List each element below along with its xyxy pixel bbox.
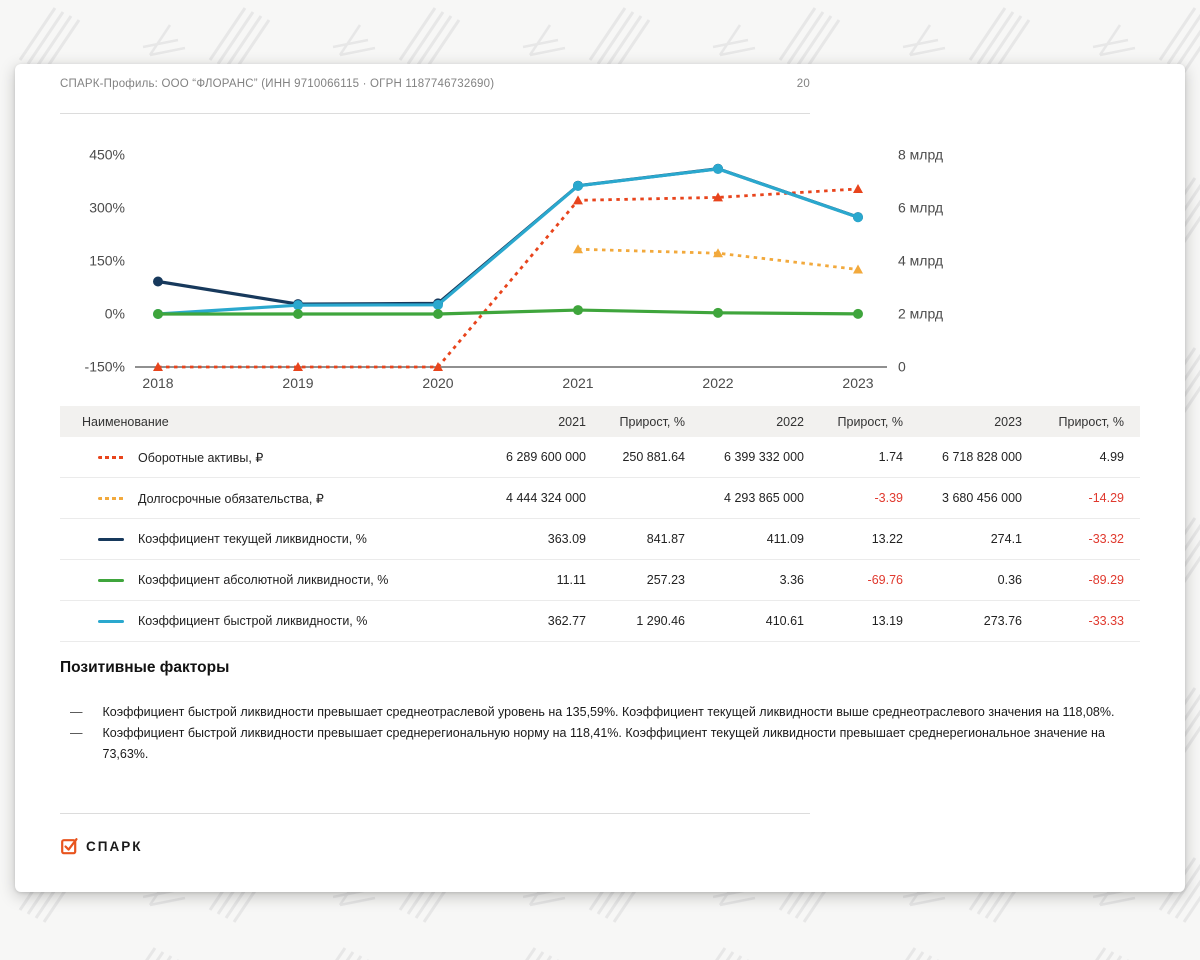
right-axis-tick: 8 млрд (898, 146, 944, 163)
data-point (433, 300, 443, 310)
x-axis-tick: 2019 (282, 375, 314, 391)
left-axis-tick: 150% (89, 252, 125, 269)
series-line-2 (158, 169, 858, 304)
data-point (573, 195, 583, 204)
left-axis-tick: 0% (104, 305, 125, 322)
table-header (60, 406, 1140, 437)
value-cell: 6 399 332 000 (701, 437, 820, 478)
spark-logo-text: СПАРК (86, 838, 143, 854)
data-point (853, 264, 863, 273)
value-cell: -69.76 (820, 560, 919, 601)
legend-swatch (98, 497, 124, 500)
value-cell: -14.29 (1038, 478, 1140, 519)
legend-swatch (98, 620, 124, 623)
report-title: СПАРК-Профиль: ООО “ФЛОРАНС” (ИНН 9710066115 · ОГРН 1187746732690) (60, 78, 495, 90)
positive-factors-heading: Позитивные факторы (60, 659, 230, 676)
series-name-cell (60, 601, 483, 642)
value-cell: 273.76 (919, 601, 1038, 642)
table-row (60, 437, 1140, 478)
value-cell: 410.61 (701, 601, 820, 642)
legend-swatch (98, 579, 124, 582)
spark-check-icon (60, 836, 80, 856)
value-cell: 274.1 (919, 519, 1038, 560)
column-header: Прирост, % (1038, 406, 1140, 437)
value-cell: -89.29 (1038, 560, 1140, 601)
series-line-4 (158, 310, 858, 314)
value-cell: 4.99 (1038, 437, 1140, 478)
legend-swatch (98, 456, 124, 459)
data-point (153, 309, 163, 319)
bullet-dash: — (70, 705, 83, 719)
bullet-dash: — (70, 726, 83, 740)
value-cell (602, 478, 701, 519)
series-line-0 (158, 189, 858, 367)
right-axis-tick: 2 млрд (898, 305, 944, 322)
x-axis-tick: 2020 (422, 375, 454, 391)
right-axis-tick: 6 млрд (898, 199, 944, 216)
data-point (853, 184, 863, 193)
column-header: Прирост, % (602, 406, 701, 437)
liquidity-chart (60, 134, 1140, 396)
table-row (60, 519, 1140, 560)
value-cell: 13.22 (820, 519, 919, 560)
column-header: 2022 (701, 406, 820, 437)
x-axis-tick: 2018 (142, 375, 174, 391)
metrics-table (60, 406, 1140, 642)
value-cell: 3 680 456 000 (919, 478, 1038, 519)
table-row (60, 601, 1140, 642)
data-point (293, 300, 303, 310)
column-header: Наименование (60, 406, 483, 437)
value-cell: 250 881.64 (602, 437, 701, 478)
data-point (293, 309, 303, 319)
right-axis-tick: 0 (898, 358, 906, 375)
value-cell: 3.36 (701, 560, 820, 601)
page-number: 20 (796, 78, 810, 90)
value-cell: 4 293 865 000 (701, 478, 820, 519)
value-cell: 6 289 600 000 (483, 437, 602, 478)
data-point (853, 309, 863, 319)
x-axis-tick: 2021 (562, 375, 594, 391)
series-name-cell (60, 437, 483, 478)
series-name: Коэффициент быстрой ликвидности, % (138, 614, 368, 628)
value-cell: 13.19 (820, 601, 919, 642)
left-axis-tick: 300% (89, 199, 125, 216)
positive-factors-list (60, 702, 1140, 765)
x-axis-tick: 2023 (842, 375, 874, 391)
value-cell: 363.09 (483, 519, 602, 560)
series-name: Коэффициент текущей ликвидности, % (138, 532, 367, 546)
value-cell: 0.36 (919, 560, 1038, 601)
series-name: Оборотные активы, ₽ (138, 450, 264, 465)
data-point (713, 308, 723, 318)
value-cell: 841.87 (602, 519, 701, 560)
value-cell: 11.11 (483, 560, 602, 601)
spark-logo (60, 836, 142, 856)
value-cell: 1 290.46 (602, 601, 701, 642)
factor-item (60, 702, 1140, 723)
value-cell: 6 718 828 000 (919, 437, 1038, 478)
table-row (60, 478, 1140, 519)
value-cell: -33.33 (1038, 601, 1140, 642)
factor-item (60, 723, 1140, 765)
data-point (573, 305, 583, 315)
x-axis-tick: 2022 (702, 375, 734, 391)
table-row (60, 560, 1140, 601)
data-point (153, 276, 163, 286)
data-point (573, 181, 583, 191)
data-point (713, 164, 723, 174)
data-point (433, 309, 443, 319)
value-cell: -3.39 (820, 478, 919, 519)
value-cell: 1.74 (820, 437, 919, 478)
series-name-cell (60, 519, 483, 560)
left-axis-tick: 450% (89, 146, 125, 163)
factor-text: Коэффициент быстрой ликвидности превышает среднерегиональную норму на 118,41%. Коэффициент текущей ликвидности превышает среднерегиональное значение на 73,63%. (102, 726, 1105, 761)
footer-divider (60, 813, 810, 814)
series-name: Долгосрочные обязательства, ₽ (138, 491, 324, 506)
factor-text: Коэффициент быстрой ликвидности превышает среднеотраслевой уровень на 135,59%. Коэффициент текущей ликвидности выше среднеотраслевого значения на 118,08%. (102, 705, 1115, 719)
column-header: Прирост, % (820, 406, 919, 437)
series-line-3 (158, 169, 858, 314)
value-cell: 411.09 (701, 519, 820, 560)
header-divider (60, 113, 810, 114)
table-body (60, 437, 1140, 642)
series-name-cell (60, 560, 483, 601)
page-header (60, 78, 810, 90)
column-header: 2023 (919, 406, 1038, 437)
column-header: 2021 (483, 406, 602, 437)
value-cell: -33.32 (1038, 519, 1140, 560)
right-axis-tick: 4 млрд (898, 252, 944, 269)
value-cell: 257.23 (602, 560, 701, 601)
value-cell: 4 444 324 000 (483, 478, 602, 519)
series-name-cell (60, 478, 483, 519)
data-point (853, 212, 863, 222)
value-cell: 362.77 (483, 601, 602, 642)
left-axis-tick: -150% (84, 358, 125, 375)
series-name: Коэффициент абсолютной ликвидности, % (138, 573, 389, 587)
report-page-card (15, 64, 1185, 892)
legend-swatch (98, 538, 124, 541)
